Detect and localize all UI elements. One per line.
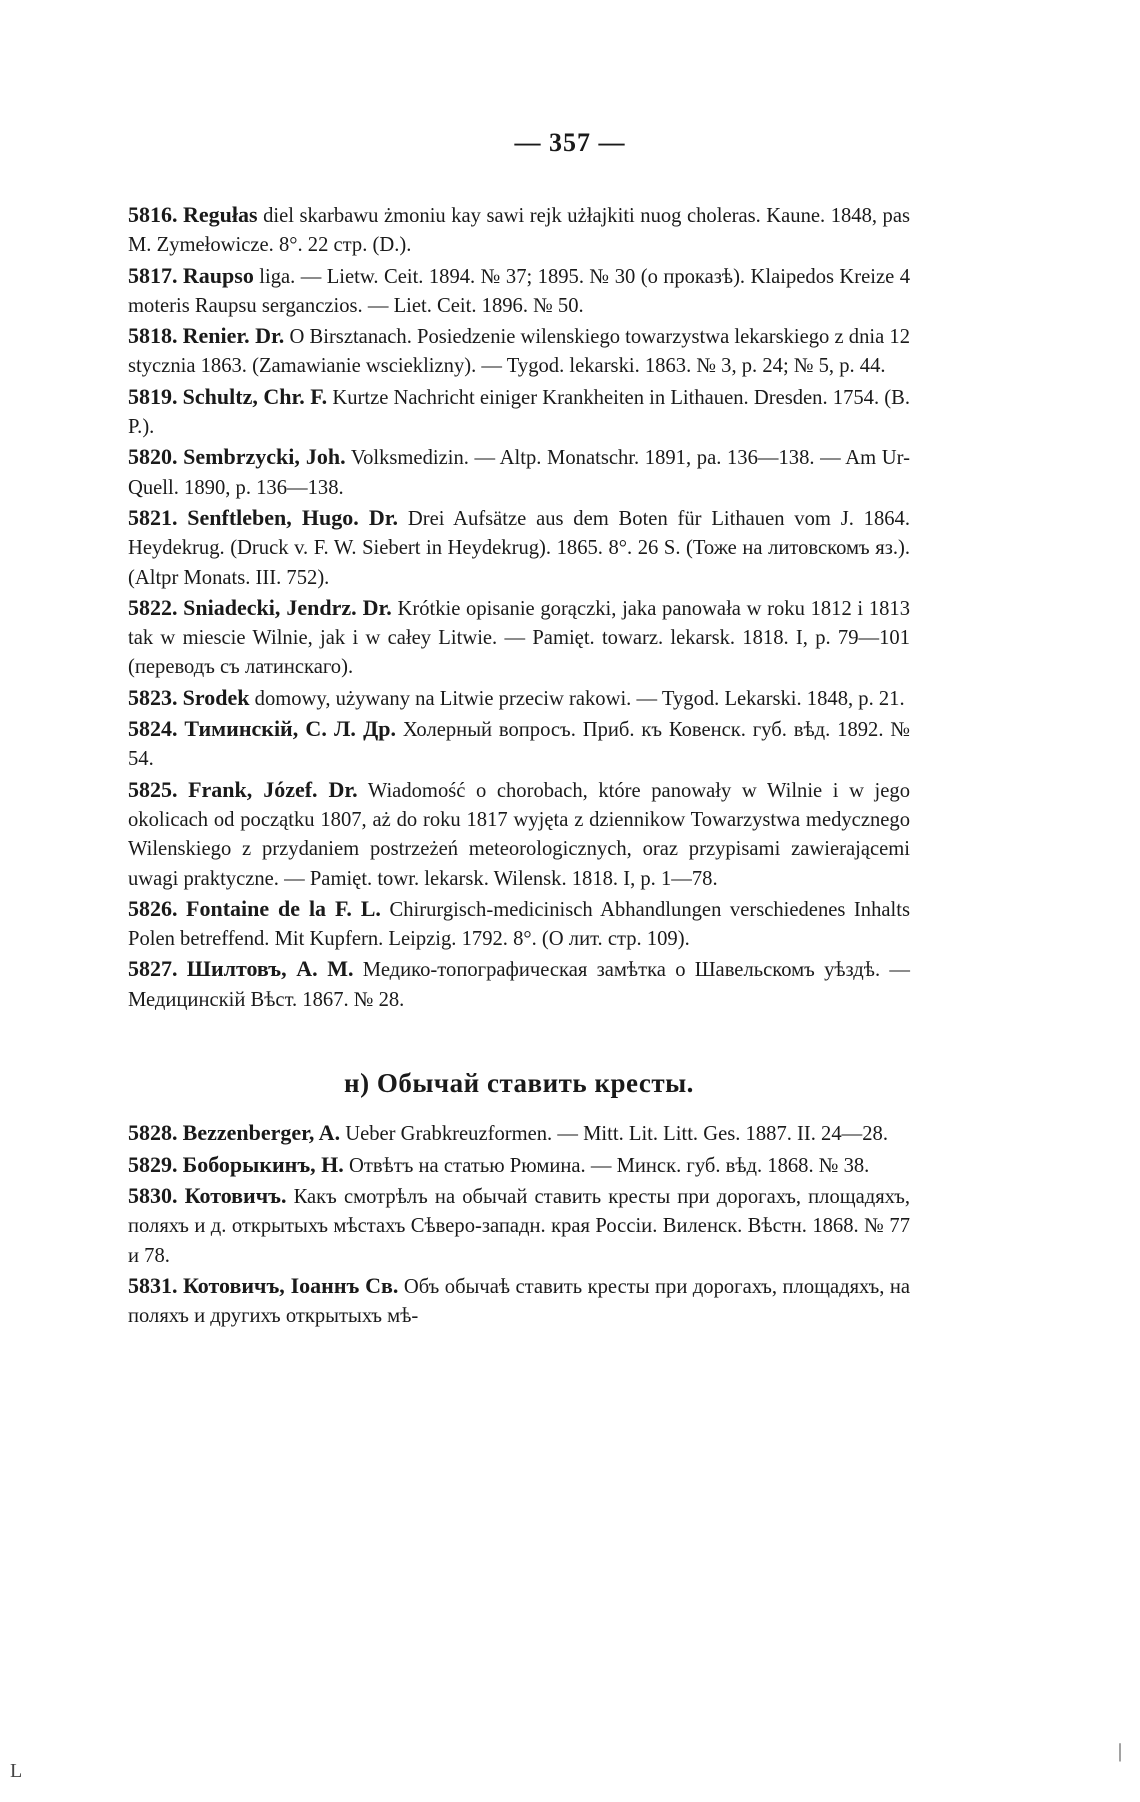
entry-text: Холерный вопросъ. Приб. къ Ковенск. губ. вѣд. 1892. № 54.	[128, 719, 910, 771]
bibliography-entry	[128, 593, 910, 683]
bibliography-entry	[128, 1181, 910, 1271]
entry-author: Боборыкинъ, Н.	[182, 1151, 344, 1177]
entry-author: Bezzenberger, A.	[182, 1120, 341, 1146]
entry-text: Какъ смотрѣлъ на обычай ставить кресты при дорогахъ, площадяхъ, поляхъ и д. открытыхъ мѣстахъ Сѣверо-западн. края Россіи. Виленск. Вѣстн. 1868. № 77 и 78.	[128, 1185, 910, 1267]
entry-author: Котовичъ, Іоаннъ Св.	[182, 1272, 399, 1298]
bibliography-entry	[128, 503, 910, 593]
bibliography-entry	[128, 894, 910, 955]
entry-number: 5829.	[128, 1151, 178, 1177]
entry-number: 5816.	[128, 202, 178, 227]
entry-text: Объ обычаѣ ставить кресты при дорогахъ, площадяхъ, на поляхъ и другихъ открытыхъ мѣ-	[128, 1275, 910, 1328]
entry-author: Котовичъ.	[184, 1182, 287, 1208]
entry-number: 5818.	[128, 323, 178, 349]
entry-text: diel skarbawu żmoniu kay sawi rejk użłajkiti nuog choleras. Kaune. 1848, pas M. Zymełowicze. 8°. 22 стр. (D.).	[128, 205, 910, 257]
entry-text: O Birsztanach. Posiedzenie wilenskiego towarzystwa lekarskiego z dnia 12 stycznia 1863. (Zamawianie wscieklizny). — Tygod. lekarski. 1863. № 3, p. 24; № 5, p. 44.	[128, 326, 910, 378]
bibliography-entry	[128, 683, 910, 714]
bibliography-entry	[128, 261, 910, 322]
entry-text: Krótkie opisanie gorączki, jaka panowała w roku 1812 i 1813 tak w miescie Wilnie, jak i w całey Litwie. — Pamięt. towarz. lekarsk. 1818. I, p. 79—101 (переводъ съ латинскаго).	[128, 597, 911, 679]
entry-text: Медико-топографическая замѣтка о Шавельскомъ уѣздѣ. — Медицинскій Вѣст. 1867. № 28.	[128, 959, 910, 1011]
entry-text: domowy, używany na Litwie przeciw rakowi. — Tygod. Lekarski. 1848, p. 21.	[249, 687, 905, 710]
corner-mark-left: L	[10, 1760, 23, 1782]
entry-number: 5827.	[128, 956, 178, 982]
bibliography-entry	[128, 1271, 910, 1332]
entry-text: liga. — Lietw. Ceit. 1894. № 37; 1895. № 30 (о проказѣ). Klaipedos Kreize 4 moteris Raupsu sergancziоs. — Liet. Ceit. 1896. № 50.	[128, 265, 910, 317]
entry-text: Ueber Grabkreuzformen. — Mitt. Lit. Litt. Ges. 1887. II. 24—28.	[340, 1123, 888, 1146]
bibliography-entry	[128, 200, 910, 261]
entry-author: Шилтовъ, А. М.	[186, 956, 354, 982]
bibliography-entry	[128, 954, 910, 1015]
entry-text: Chirurgisch-medicinisch Abhandlungen verschiedenes Inhalts Polen betreffend. Mit Kupfern. Leipzig. 1792. 8°. (О лит. стр. 109).	[128, 898, 910, 951]
entry-number: 5830.	[128, 1182, 178, 1208]
entry-number: 5824.	[128, 716, 178, 742]
entry-number: 5828.	[128, 1120, 178, 1146]
entry-number: 5820.	[128, 444, 178, 470]
entry-author: Sniadecki, Jendrz. Dr.	[183, 594, 392, 620]
entry-text: Volksmedizin. — Altp. Monatschr. 1891, pa. 136—138. — Am Ur-Quell. 1890, p. 136—138.	[128, 447, 910, 499]
corner-mark-right: |	[1118, 1740, 1123, 1762]
text-column	[128, 200, 910, 1331]
bibliography-entry	[128, 321, 910, 382]
entry-author: Fontaine de la F. L.	[186, 895, 381, 921]
entry-number: 5819.	[128, 383, 178, 409]
bibliography-entry	[128, 775, 910, 894]
entry-author: Renier. Dr.	[182, 323, 285, 349]
bibliography-entry	[128, 382, 910, 443]
section-heading: н) Обычай ставить кресты.	[344, 1068, 694, 1099]
entry-number: 5826.	[128, 895, 178, 921]
entry-author: Senftleben, Hugo. Dr.	[187, 504, 399, 530]
bibliography-entry	[128, 442, 910, 503]
entry-author: Schultz, Chr. F.	[182, 383, 328, 409]
bibliography-entry	[128, 1118, 910, 1149]
entry-author: Srodek	[182, 684, 250, 710]
entry-author: Raupso	[182, 262, 254, 288]
entry-number: 5822.	[128, 594, 178, 620]
entry-text: Wiadomość o chorobach, które panowały w Wilnie i w jego okolicach od początku 1807, aż do roku 1817 wyjęta z dziennikow Towarzystwa medycznego Wilenskiego z przydaniem postrzeżeń meteorologicznych, oraz przypisami zawierającemi uwagi praktyczne. — Pamięt. towr. lekarsk. Wilensk. 1818. I, p. 1—78.	[128, 779, 911, 890]
entry-number: 5823.	[128, 684, 178, 710]
entry-number: 5821.	[128, 504, 178, 530]
bibliography-entry	[128, 714, 910, 775]
page-number: — 357 —	[514, 128, 626, 157]
entry-author: Sembrzycki, Joh.	[183, 444, 346, 470]
entry-text: Drei Aufsätze aus dem Boten für Lithauen vom J. 1864. Heydekrug. (Druck v. F. W. Siebert in Heydekrug). 1865. 8°. 26 S. (Тоже на литовскомъ яз.). (Altpr Monats. III. 752).	[128, 507, 910, 589]
entry-author: Frank, Józef. Dr.	[188, 776, 358, 802]
entry-text: Kurtze Nachricht einiger Krankheiten in Lithauen. Dresden. 1754. (B. P.).	[128, 386, 911, 439]
entry-text: Отвѣтъ на статью Рюмина. — Минск. губ. вѣд. 1868. № 38.	[343, 1154, 870, 1177]
entry-number: 5825.	[128, 776, 178, 802]
entry-number: 5831.	[128, 1272, 178, 1298]
entry-author: Тиминскій, С. Л. Др.	[184, 716, 396, 742]
entry-author: Regułas	[183, 202, 258, 227]
bibliography-entry	[128, 1150, 910, 1181]
entry-number: 5817.	[128, 262, 178, 288]
